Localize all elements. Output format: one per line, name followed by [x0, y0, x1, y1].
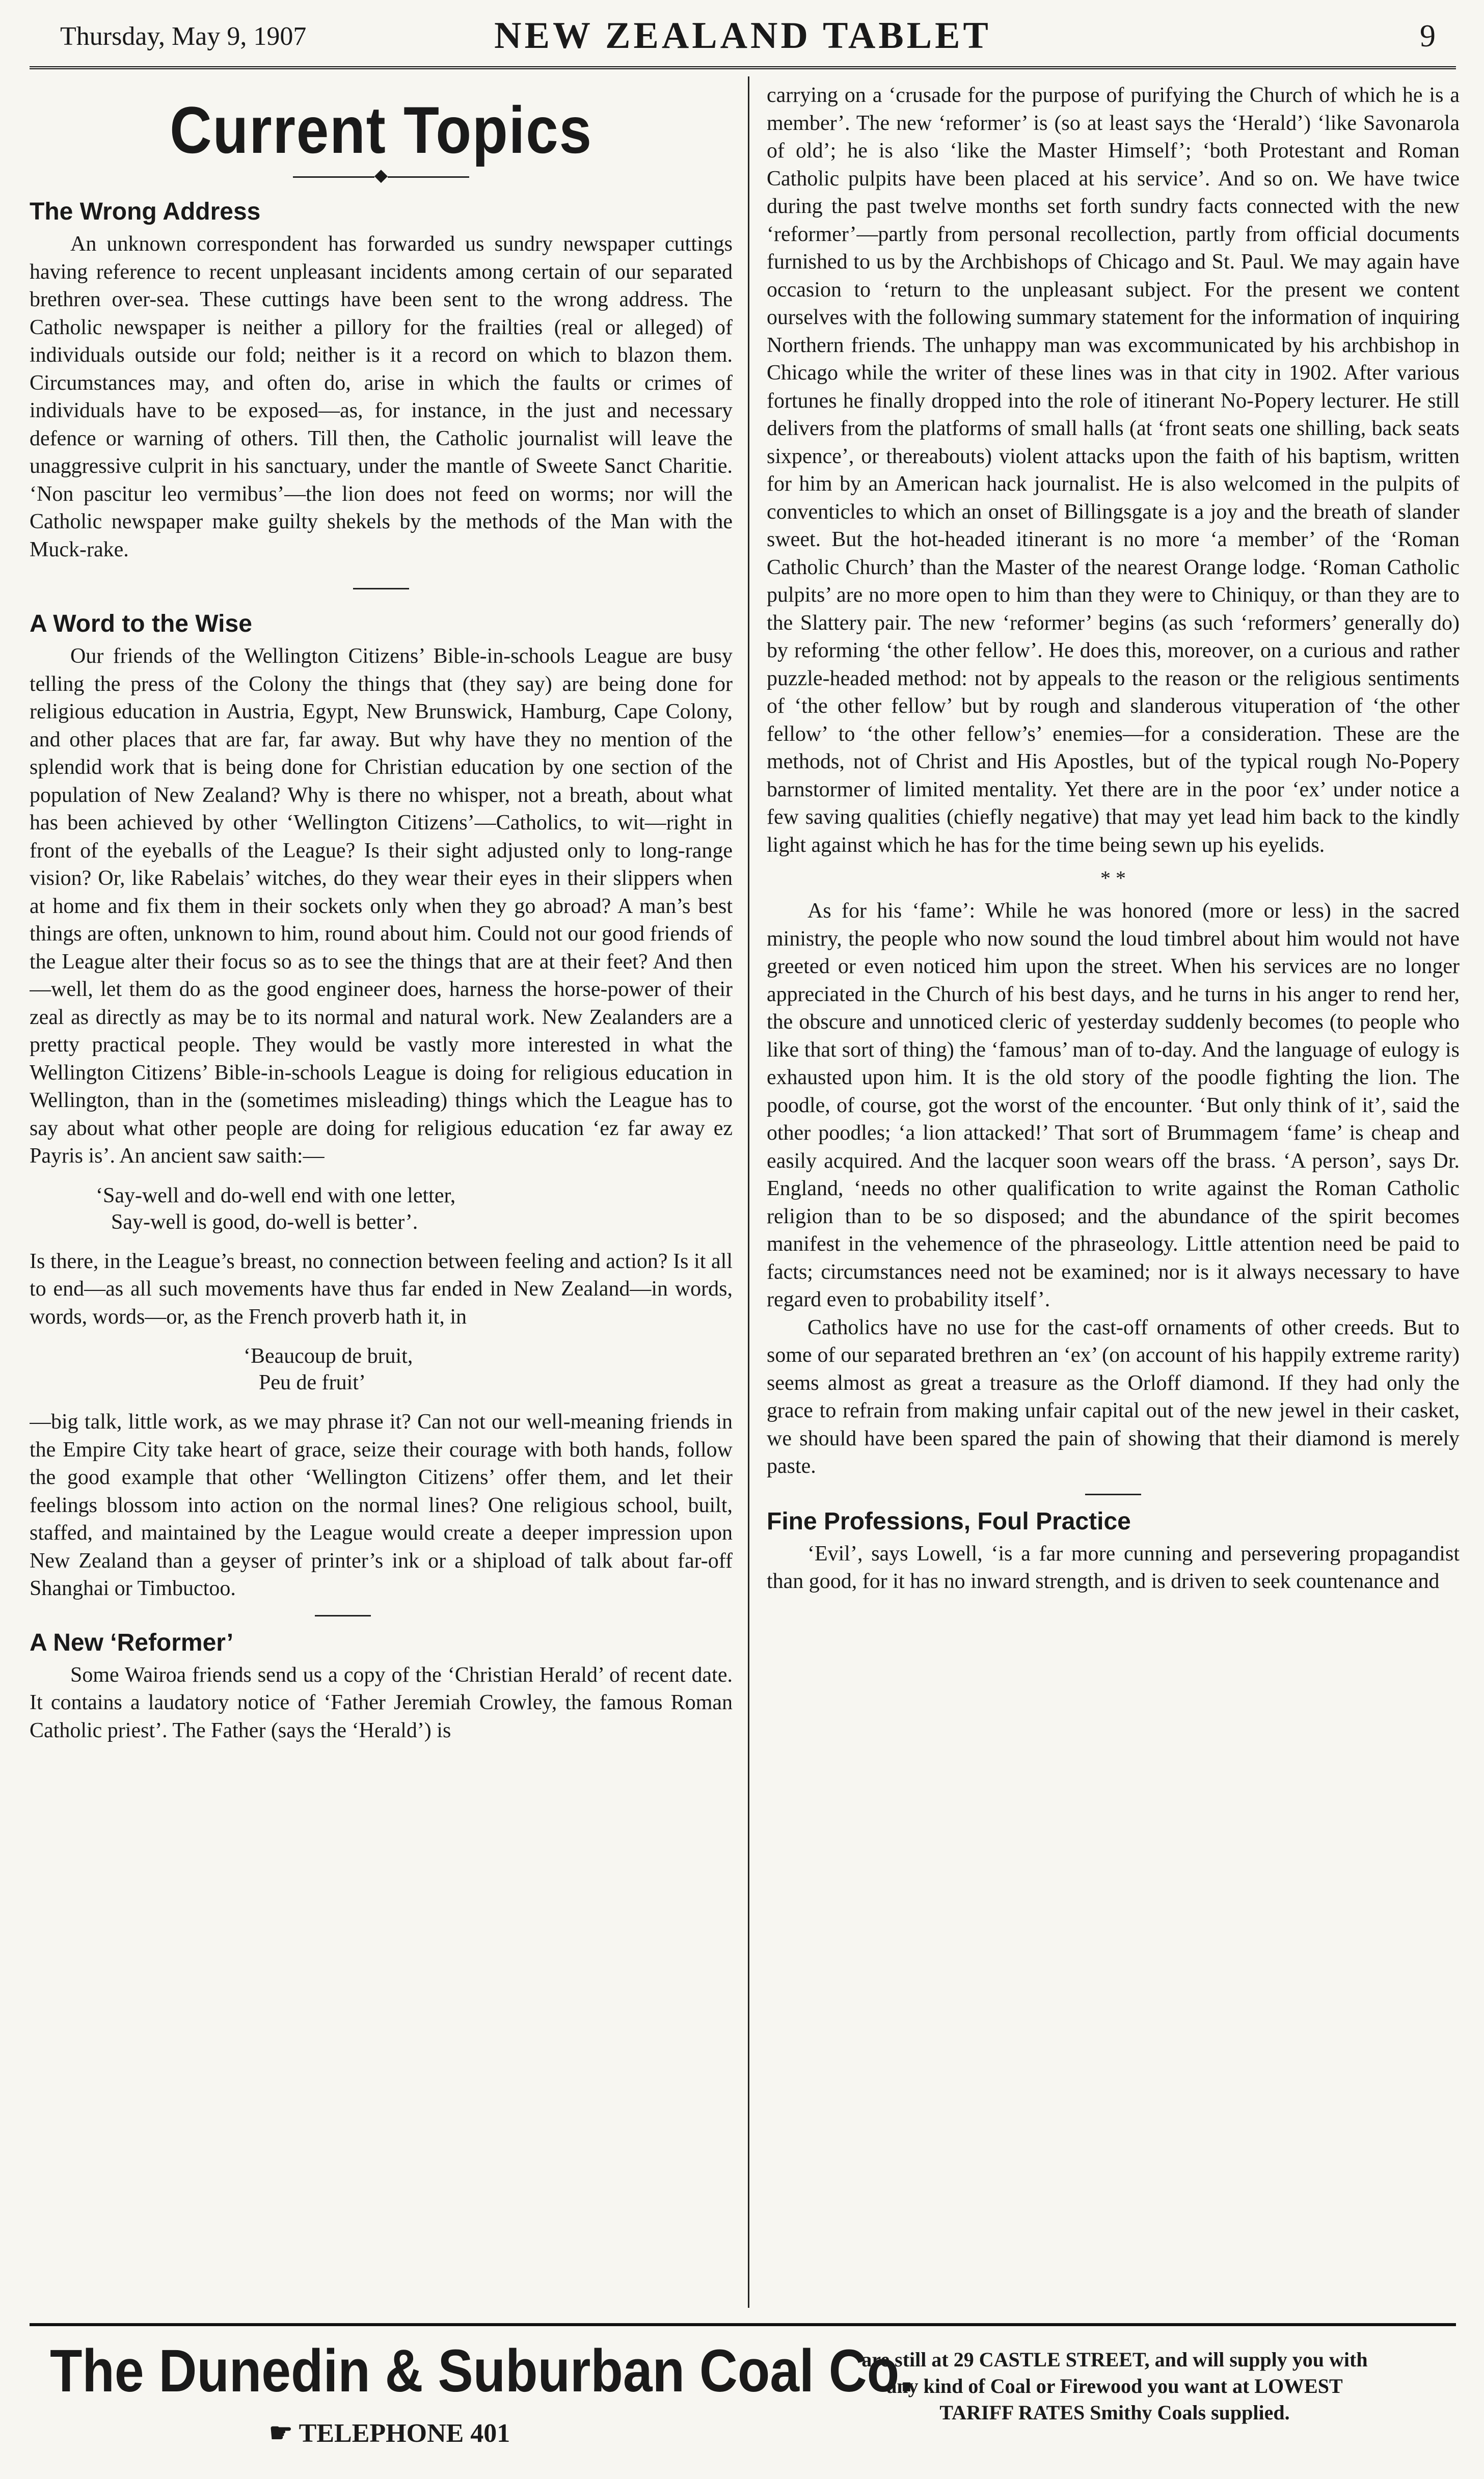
section-divider — [353, 588, 409, 589]
section-stars: * * — [1100, 867, 1126, 890]
verse-quote — [244, 1343, 733, 1396]
verse-line: Say-well is good, do-well is better’. — [111, 1210, 418, 1234]
column-rule — [748, 76, 749, 2308]
verse-line: Peu de fruit’ — [259, 1371, 366, 1394]
issue-date: Thursday, May 9, 1907 — [60, 22, 307, 51]
section-heading-new-reformer: A New ‘Reformer’ — [30, 1629, 234, 1656]
paragraph: Catholics have no use for the cast-off ornaments of other creeds. But to some of our separated brethren an ‘ex’ (on account of his happily extreme rarity) seems almost as great a treasure as the Orloff diamond. If they had only the grace to refrain from making unfair capital out of the new jewel in their casket, we should have been spared the pain of showing that their diamond is merely paste. — [767, 1315, 1460, 1478]
page-number: 9 — [1420, 19, 1436, 53]
right-column — [767, 82, 1460, 2282]
left-column — [30, 82, 733, 2282]
paragraph: Is there, in the League’s breast, no connection between feeling and action? Is it all to end—as all such movements have thus far ended in New Zealand—in words, words, words—or, as the French proverb hath it, in — [30, 1249, 733, 1329]
paragraph: As for his ‘fame’: While he was honored (more or less) in the sacred ministry, the people who now sound the loud timbrel about him would not have greeted or even noticed him upon the street. When his services are no longer appreciated in the Church of his best days, and he turns in his anger to rend her, the obscure and unnoticed cleric of yesterday suddenly becomes (to people who like that sort of thing) the ‘famous’ man of to-day. And the language of eulogy is exhausted upon him. It is the old story of the poodle fighting the lion. The poodle, of course, got the worst of the encounter. ‘But only think of it’, said the other poodles; ‘a lion attacked!’ That sort of Brummagem ‘fame’ is cheap and easily acquired. And the lacquer soon wears off the brass. ‘A person’, says Dr. England, ‘needs no other qualification to write against the Roman Catholic religion than to be so disposed; and the abundance of the spirit becomes manifest in the vehemence of the phraseology. Little attention need be paid to facts; circumstances need not be examined; nor is it always necessary to have regard even to probability itself’. — [767, 899, 1460, 1311]
section-divider — [1085, 1494, 1141, 1495]
advert-line: are still at 29 CASTLE STREET, and will supply you with — [861, 2348, 1368, 2371]
advert-company-name: The Dunedin & Suburban Coal Co. — [50, 2337, 914, 2405]
verse-quote — [96, 1182, 733, 1235]
paragraph: —big talk, little work, as we may phrase it? Can not our well-meaning friends in the Empire City take heart of grace, seize their courage with both hands, follow the good example that other ‘Wellington Citizens’ offer them, and let their feelings blossom into action on the normal lines? One religious school, built, staffed, and maintained by the League would create a deeper impression upon New Zealand than a geyser of printer’s ink or a shipload of talk about far-off Shanghai or Timbuctoo. — [30, 1410, 733, 1600]
section-heading-word-to-wise: A Word to the Wise — [30, 610, 252, 637]
masthead — [30, 10, 1456, 69]
section-heading-fine-professions: Fine Professions, Foul Practice — [767, 1507, 1131, 1535]
advert-text — [794, 2347, 1436, 2426]
verse-line: ‘Beaucoup de bruit, — [244, 1344, 413, 1368]
advert-telephone: ☛ TELEPHONE 401 — [269, 2419, 510, 2448]
newspaper-title: NEW ZEALAND TABLET — [494, 15, 991, 57]
paragraph: Some Wairoa friends send us a copy of the ‘Christian Herald’ of recent date. It contains a laudatory notice of ‘Father Jeremiah Crowley, the famous Roman Catholic priest’. The Father (says the ‘Herald’) is — [30, 1663, 733, 1742]
section-heading-wrong-address: The Wrong Address — [30, 198, 261, 225]
section-divider — [315, 1615, 371, 1616]
paragraph: ‘Evil’, says Lowell, ‘is a far more cunning and persevering propagandist than good, for it has no inward strength, and is driven to seek countenance and — [767, 1542, 1460, 1593]
paragraph: An unknown correspondent has forwarded us sundry newspaper cuttings having reference to recent unpleasant incidents among certain of our separated brethren over-sea. These cuttings have been sent to the wrong address. The Catholic newspaper is neither a pillory for the frailties (real or alleged) of individuals outside our fold; neither is it a record on which to blazon them. Circumstances may, and often do, arise in which the faults or crimes of individuals have to be exposed—as, for instance, in the just and necessary defence or warning of others. Till then, the Catholic journalist will leave the unaggressive culprit in his sanctuary, under the mantle of Sweete Sanct Charitie. ‘Non pascitur leo vermibus’—the lion does not feed on worms; nor will the Catholic newspaper make guilty shekels by the methods of the Man with the Muck-rake. — [30, 232, 733, 561]
advertisement — [30, 2323, 1456, 2469]
advert-line: any kind of Coal or Firewood you want at LOWEST — [886, 2375, 1343, 2397]
paragraph: Our friends of the Wellington Citizens’ Bible-in-schools League are busy telling the press of the Colony the things that (they say) are being done for religious education in Austria, Egypt, New Brunswick, Hamburg, Cape Colony, and other places that are far, far away. But why have they no mention of the splendid work that is being done for Christian education by one section of the population of New Zealand? Why is there no whisper, not a breath, about what has been achieved by other ‘Wellington Citizens’—Catholics, to wit—right in front of the eyeballs of the League? Is their sight adjusted only to long-range vision? Or, like Rabelais’ witches, do they wear their eyes in their slippers when at home and fix them in their sockets only when they go abroad? A man’s best things are often, unknown to him, round about him. Could not our good friends of the League alter their focus so as to see the things that are at their feet? And then—well, let them do as the good engineer does, harness the horse-power of their zeal as directly as may be to its normal and natural work. New Zealanders are a pretty practical people. They would be vastly more interested in what the Wellington Citizens’ Bible-in-schools League is doing for religious education in Wellington, than in the (sometimes misleading) things which the League has to say about what other people are doing for religious education ‘ez far away ez Payris is’. An ancient saw saith:— — [30, 644, 733, 1168]
heading-ornament: ◆ — [30, 165, 733, 185]
paragraph: carrying on a ‘crusade for the purpose of purifying the Church of which he is a member’. The new ‘reformer’ is (so at least says the ‘Herald’) ‘like Savonarola of old’; he is also ‘like the Master Himself’; ‘both Protestant and Roman Catholic pulpits have been placed at his service’. And so on. We have twice during the past twelve months set forth sundry facts connected with the new ‘reformer’—partly from personal recollection, partly from official documents furnished to us by the Archbishops of Chicago and St. Paul. We may again have occasion to ‘return to the unpleasant subject. For the present we content ourselves with the following summary statement for the information of inquiring Northern friends. The unhappy man was excommunicated by his archbishop in Chicago while the writer of these lines was in that city in 1902. After various fortunes he finally dropped into the role of itinerant No-Popery lecturer. He still delivers from the platforms of small halls (at ‘front seats one shilling, back seats sixpence’, or thereabouts) violent attacks upon the faith of his baptism, written for him by an American hack journalist. He is also welcomed in the pulpits of conventicles to which an onset of Billingsgate is a joy and the breath of slander sweet. But the hot-headed itinerant is no more ‘a member’ of the ‘Roman Catholic Church’ than the Master of the nearest Orange lodge. ‘Roman Catholic pulpits’ are no more open to him than they were to Chiniquy, or than they are to the Slattery pair. The new ‘reformer’ begins (as such ‘reformers’ generally do) by reforming ‘the other fellow’. He does this, moreover, on a curious and rather puzzle-headed method: not by appeals to the reason or the religious sentiments of ‘the other fellow’ but by rough and slanderous vituperation of ‘the other fellow’ to ‘the other fellow’s’ enemies—for a consideration. These are the methods, not of Christ and His Apostles, but of the typical rough No-Popery barnstormer of limited mentality. Yet there are in the poor ‘ex’ under notice a few saving qualities (chiefly negative) that may yet lead him back to the kindly light against which he has for the time being sewn up his eyelids. — [767, 84, 1460, 857]
verse-line: ‘Say-well and do-well end with one letter, — [96, 1183, 456, 1207]
advert-line: TARIFF RATES Smithy Coals supplied. — [939, 2401, 1290, 2424]
main-heading: Current Topics — [170, 93, 592, 167]
